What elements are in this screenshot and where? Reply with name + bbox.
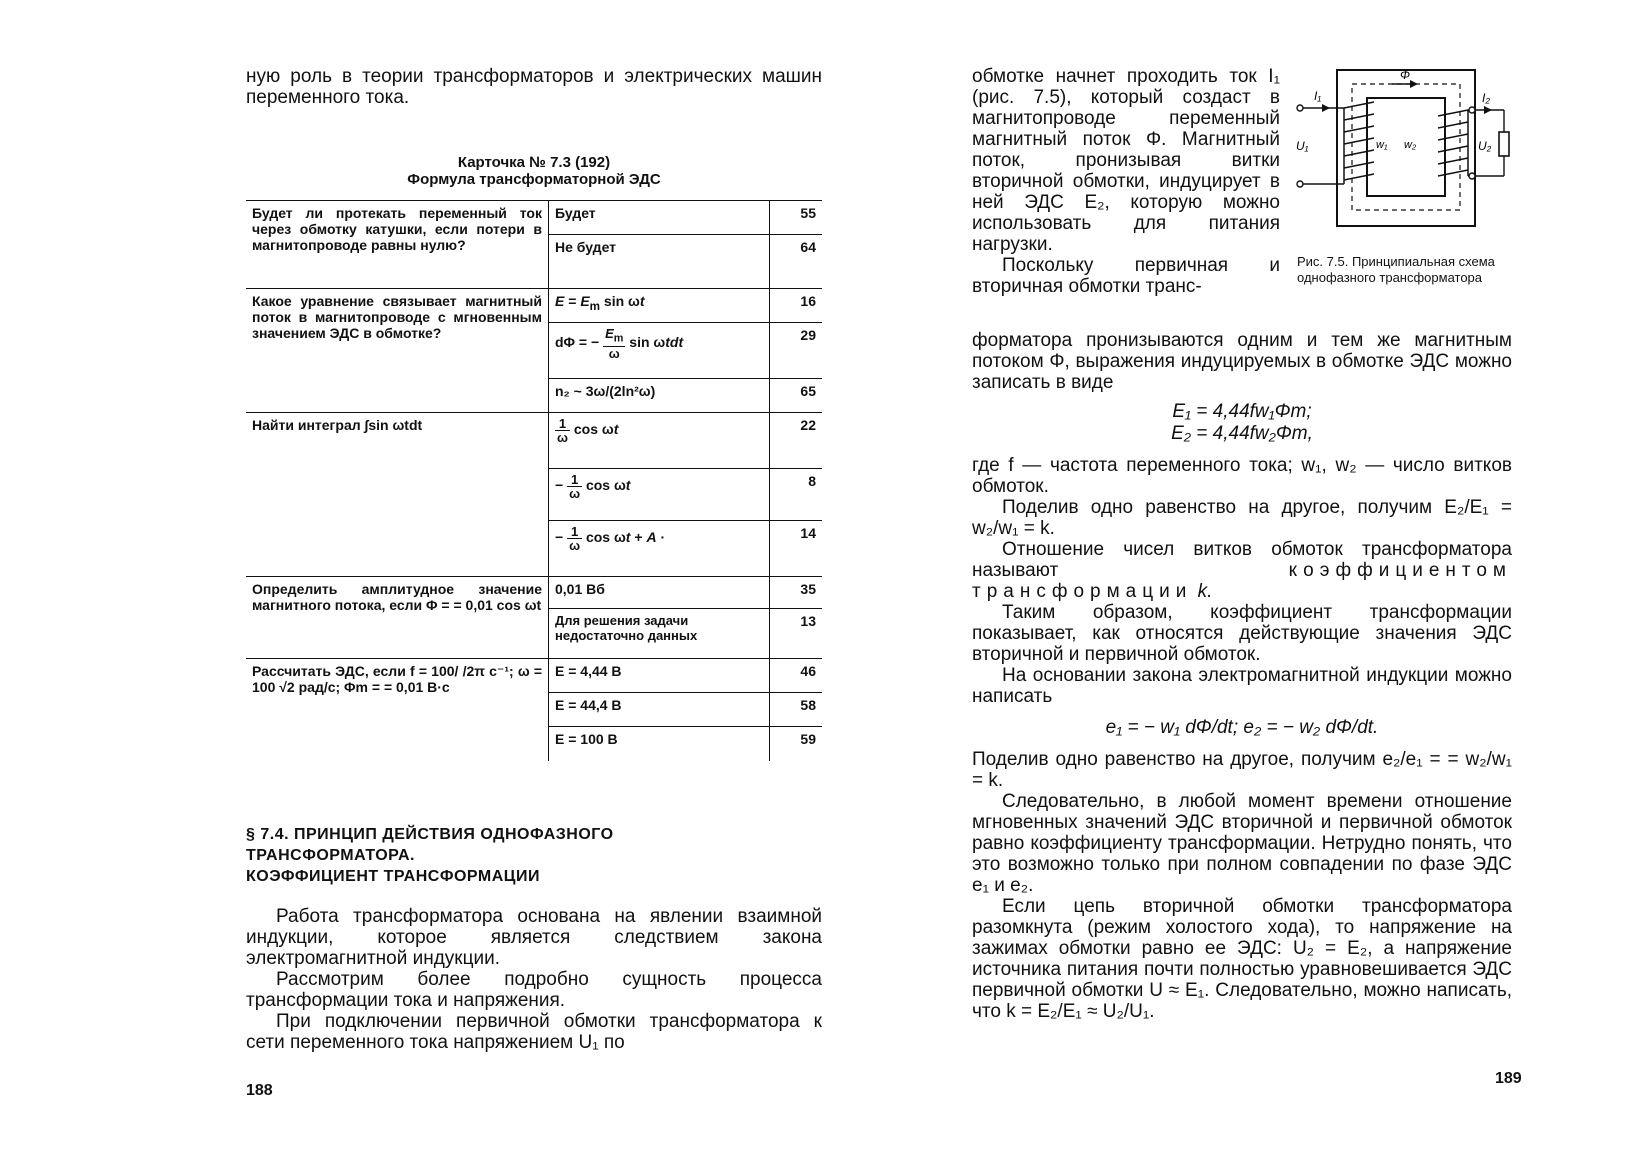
- answer-number: 59: [800, 731, 816, 747]
- secondary-winding: [1438, 110, 1468, 176]
- paragraph: Следовательно, в любой момент времени отношение мгновенных значений ЭДС вторичной и первичной обмоток равно коэффициенту трансформации. Нетрудно понять, что это возможно только при полном совпадении по фазе ЭДС e₁ и e₂.: [972, 791, 1512, 896]
- card-table: [246, 200, 822, 761]
- answer-cell: Будет: [549, 201, 770, 235]
- right-body-text: [972, 330, 1512, 1022]
- answer-number: 64: [770, 235, 823, 289]
- answer-number: 13: [770, 609, 823, 659]
- card-title: Карточка № 7.3 (192): [457, 154, 611, 171]
- question-cell: Какое уравнение связывает магнитный поток в магнитопроводе с мгновенным значением ЭДС в обмотке?: [246, 289, 549, 413]
- intro-text: ную роль в теории трансформаторов и электрических машин переменного тока.: [246, 66, 822, 108]
- answer-cell: 0,01 Вб: [549, 577, 770, 609]
- paragraph: Рассмотрим более подробно сущность процесса трансформации тока и напряжения.: [246, 969, 822, 1011]
- question-cell: Определить амплитудное значение магнитного потока, если Φ = = 0,01 cos ωt: [246, 577, 549, 659]
- load-resistor: [1499, 132, 1509, 156]
- text-run: Отношение чисел витков обмоток трансформатора называют: [972, 539, 1512, 581]
- card-subtitle: Формула трансформаторной ЭДС: [407, 171, 661, 188]
- answer-cell: E = 100 В: [549, 727, 770, 761]
- question-cell: Будет ли протекать переменный ток через обмотку катушки, если потери в магнитопроводе равны нулю?: [246, 201, 549, 289]
- answer-cell: − $\frac{1}{\omega}$ cos ωt: [549, 469, 770, 521]
- page-number: 189: [1495, 1070, 1522, 1087]
- section-heading-line: КОЭФФИЦИЕНТ ТРАНСФОРМАЦИИ: [246, 868, 540, 885]
- section-heading-line: ТРАНСФОРМАТОРА.: [246, 847, 415, 864]
- u2-label: U₂: [1478, 139, 1492, 153]
- primary-winding: [1344, 102, 1374, 184]
- w2-label: w₂: [1404, 139, 1417, 151]
- paragraph: На основании закона электромагнитной индукции можно написать: [972, 665, 1512, 707]
- card-header: [246, 154, 822, 188]
- answer-number: 22: [770, 413, 823, 469]
- paragraph: Поделив одно равенство на другое, получим E₂/E₁ = w₂/w₁ = k.: [972, 497, 1512, 539]
- answer-number: 46: [770, 659, 823, 693]
- paragraph: где f — частота переменного тока; w₁, w₂ — число витков обмоток.: [972, 455, 1512, 497]
- table-row: [246, 289, 822, 323]
- w1-label: w₁: [1376, 139, 1388, 151]
- paragraph: форматора пронизываются одним и тем же магнитным потоком Φ, выражения индуцируемых в обмотке ЭДС можно записать в виде: [972, 330, 1512, 393]
- table-row: [246, 577, 822, 609]
- paragraph: При подключении первичной обмотки трансформатора к сети переменного тока напряжением U₁ по: [246, 1011, 822, 1053]
- answer-number: 35: [770, 577, 823, 609]
- answer-number: 8: [770, 469, 823, 521]
- u1-label: U₁: [1296, 139, 1309, 153]
- emphasis-text: коэффициентом трансформации: [972, 560, 1512, 602]
- answer-number: 58: [770, 693, 823, 727]
- answer-number: 29: [770, 323, 823, 379]
- text-run: k.: [1197, 581, 1213, 602]
- answer-cell: n₂ ~ 3ω/(2ln²ω): [549, 379, 770, 413]
- right-top-text: [972, 66, 1280, 297]
- answer-cell: dΦ = − $\frac{E_m}{\omega}$ sin ωtdt: [549, 323, 770, 379]
- answer-cell: Для решения задачи недостаточно данных: [549, 609, 770, 659]
- figure-caption: Рис. 7.5. Принципиальная схема однофазного трансформатора: [1297, 254, 1495, 285]
- answer-number: 14: [770, 521, 823, 577]
- paragraph: [972, 539, 1512, 602]
- paragraph: Таким образом, коэффициент трансформации показывает, как относятся действующие значения ЭДС вторичной и первичной обмоток.: [972, 602, 1512, 665]
- formula: E₁ = 4,44fw₁Φm;: [1172, 401, 1312, 422]
- answer-number: 55: [770, 201, 823, 235]
- formula: e₁ = − w₁ dΦ/dt; e₂ = − w₂ dΦ/dt.: [1105, 717, 1379, 738]
- answer-cell: − $\frac{1}{\omega}$ cos ωt + A ·: [549, 521, 770, 577]
- flux-label: Φ: [1400, 68, 1411, 82]
- i2-label: I₂: [1482, 91, 1490, 105]
- section-heading: [246, 824, 822, 887]
- page-number: 188: [246, 1082, 273, 1099]
- table-row: [246, 659, 822, 693]
- section-heading-line: § 7.4. ПРИНЦИП ДЕЙСТВИЯ ОДНОФАЗНОГО: [246, 826, 614, 843]
- answer-cell: $\frac{1}{\omega}$ cos ωt: [549, 413, 770, 469]
- answer-cell: E = 4,44 В: [549, 659, 770, 693]
- question-cell: Найти интеграл ∫sin ωtdt: [246, 413, 549, 577]
- paragraph: Работа трансформатора основана на явлении взаимной индукции, которое является следствием закона электромагнитной индукции.: [246, 906, 822, 969]
- answer-cell: $E = E_m$ sin ωt: [549, 289, 770, 323]
- table-row: [246, 413, 822, 469]
- paragraph: обмотке начнет проходить ток I₁ (рис. 7.5), который создаст в магнитопроводе переменный магнитный поток Φ. Магнитный поток, пронизывая витки вторичной обмотки, индуцирует в ней ЭДС E₂, которую можно использовать для питания нагрузки.: [972, 66, 1280, 255]
- transformer-diagram: [1292, 68, 1522, 238]
- answer-number: 65: [770, 379, 823, 413]
- question-cell: Рассчитать ЭДС, если f = 100/ /2π с⁻¹; ω = 100 √2 рад/с; Φm = = 0,01 В·с: [246, 659, 549, 761]
- paragraph: Поскольку первичная и вторичная обмотки транс-: [972, 255, 1280, 297]
- intro-paragraph: [246, 66, 822, 108]
- table-row: [246, 201, 822, 235]
- i1-label: I₁: [1314, 89, 1322, 103]
- answer-number: 16: [770, 289, 823, 323]
- answer-cell: Не будет: [549, 235, 770, 289]
- left-body-text: [246, 906, 822, 1053]
- paragraph: Если цепь вторичной обмотки трансформатора разомкнута (режим холостого хода), то напряжение на зажимах обмотки равно ее ЭДС: U₂ = E₂, а напряжение источника питания почти полностью уравновешивается ЭДС первичной обмотки U ≈ E₁. Следовательно, можно написать, что k = E₂/E₁ ≈ U₂/U₁.: [972, 896, 1512, 1022]
- paragraph: Поделив одно равенство на другое, получим e₂/e₁ = = w₂/w₁ = k.: [972, 749, 1512, 791]
- answer-cell: E = 44,4 В: [549, 693, 770, 727]
- formula: E₂ = 4,44fw₂Φm,: [1171, 423, 1313, 444]
